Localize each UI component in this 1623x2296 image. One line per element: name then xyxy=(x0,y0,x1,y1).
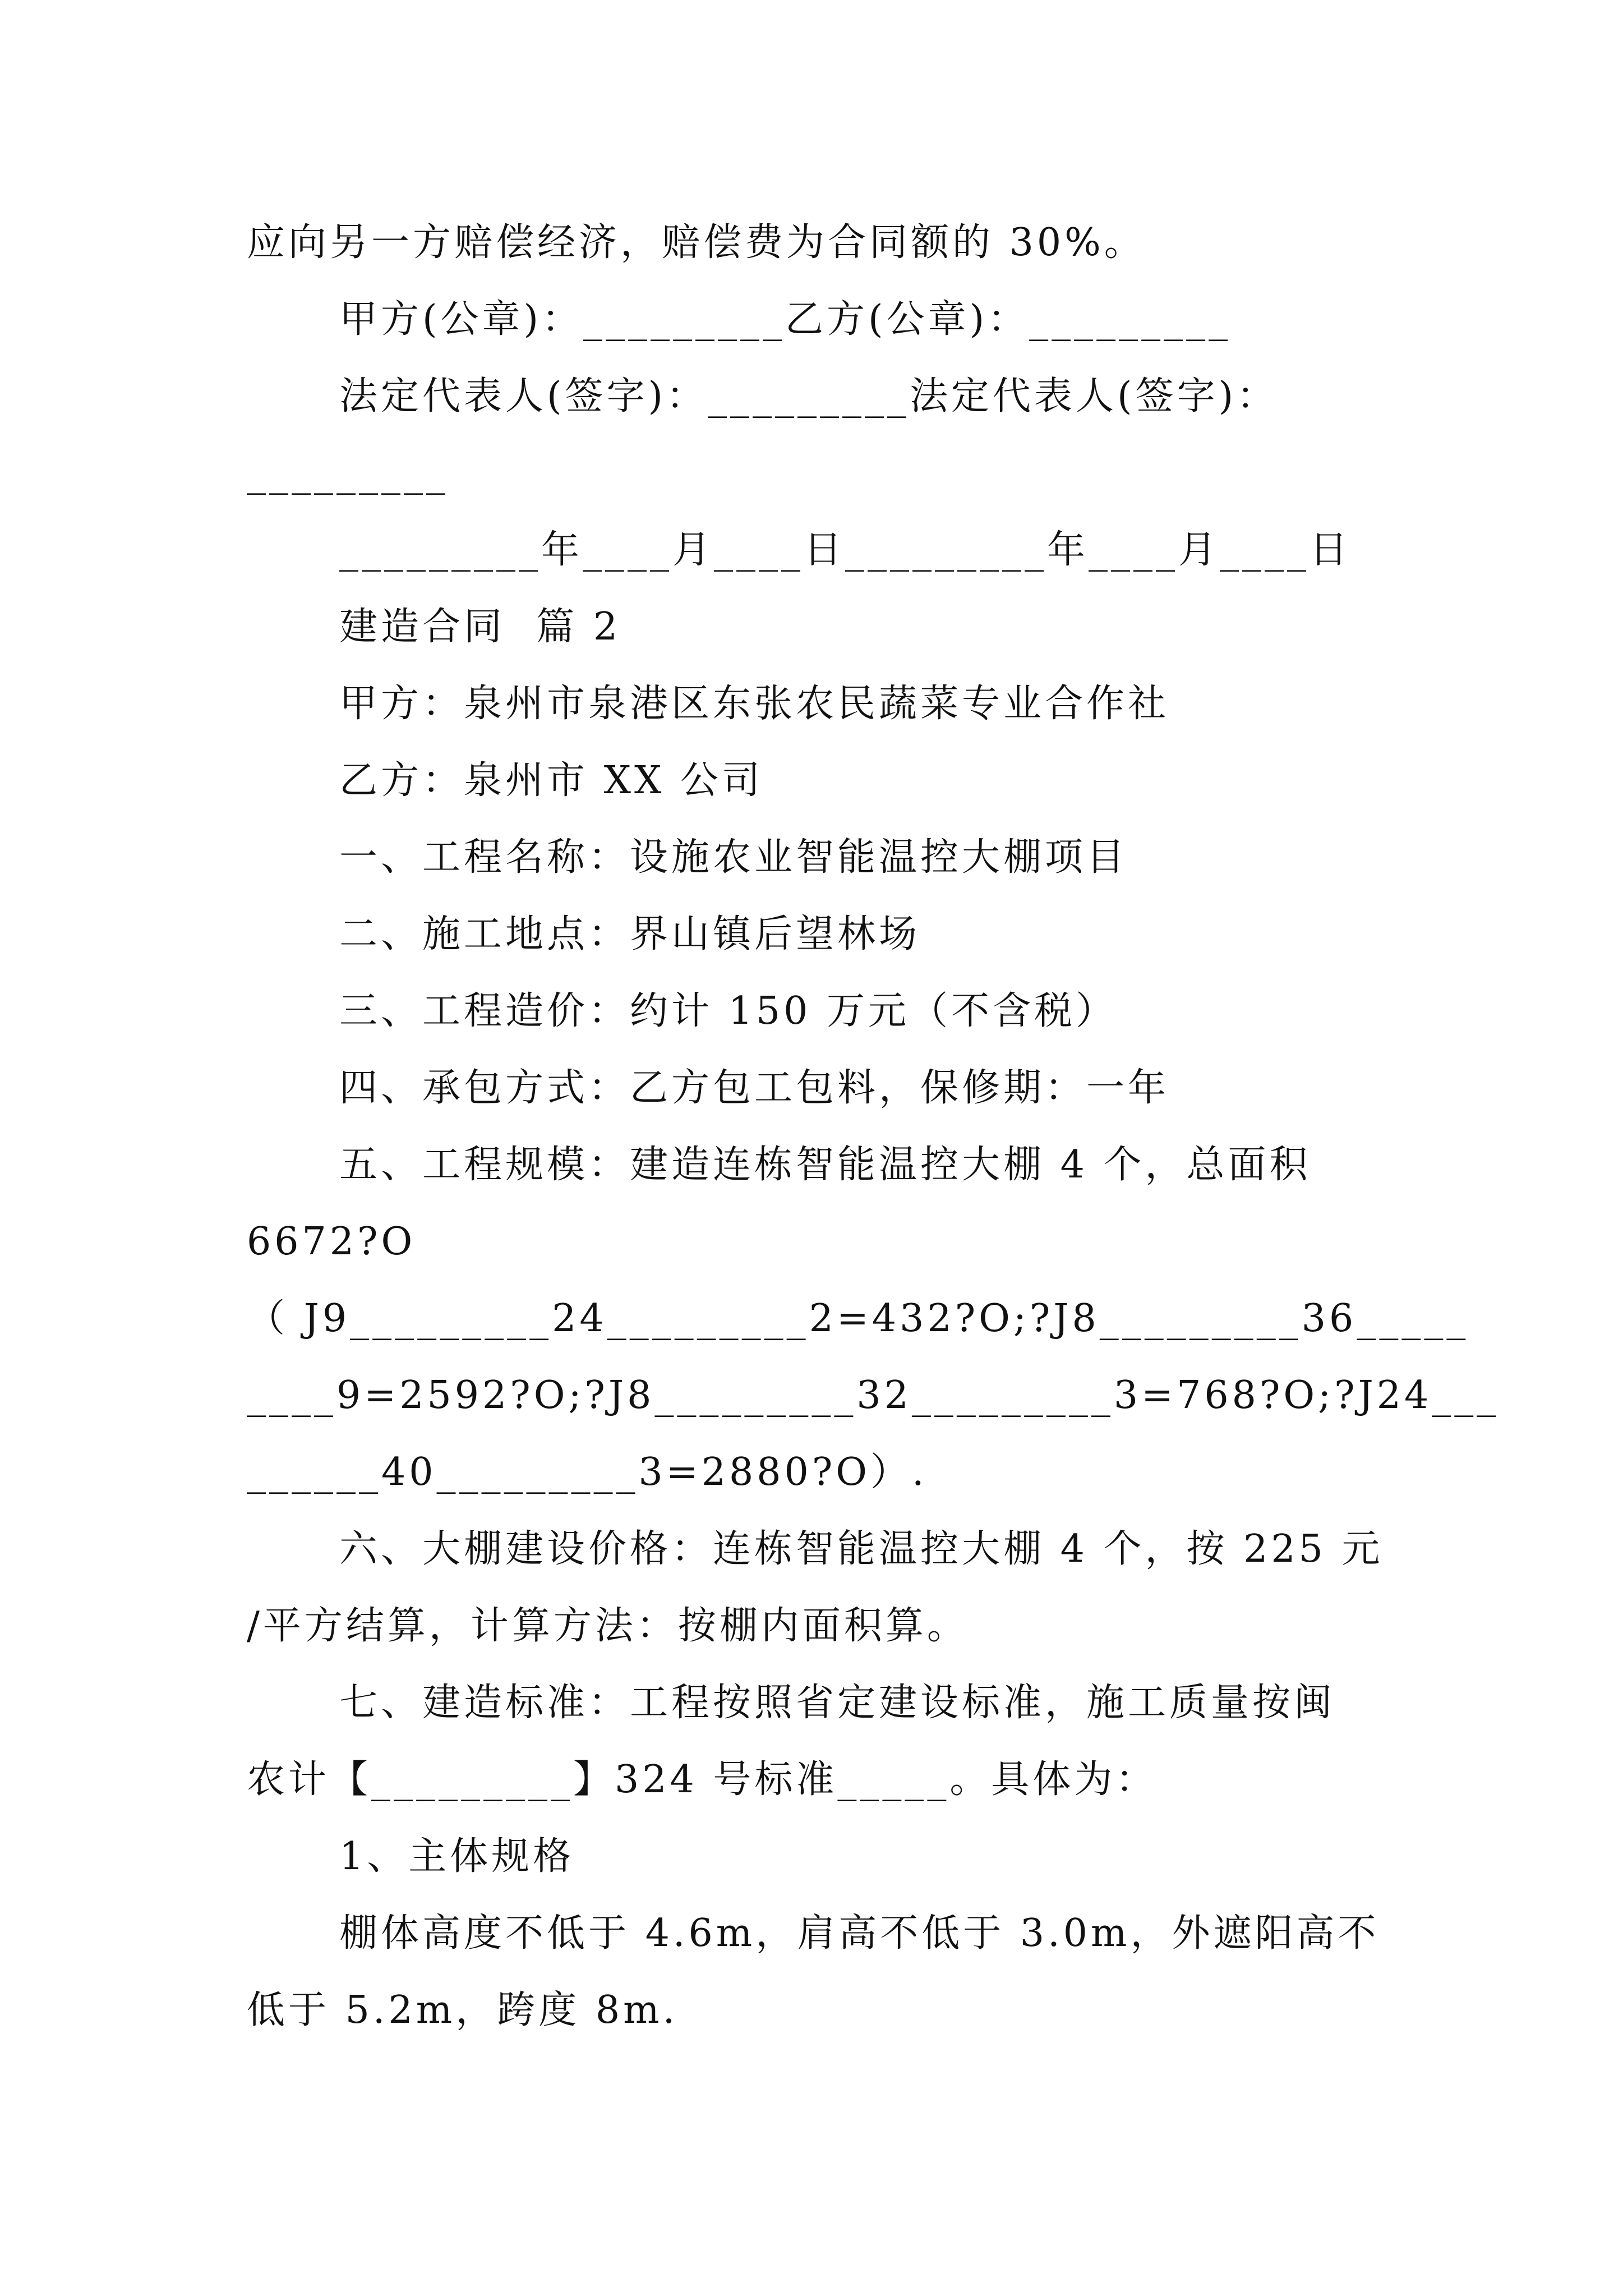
text-line-area-breakdown-1: （ J9_________24_________2=432?O;?J8_________36_____ xyxy=(247,1296,1469,1341)
text-line-party-b: 乙方：泉州市 XX 公司 xyxy=(339,758,764,803)
section-title: 建造合同 篇 2 xyxy=(339,605,621,649)
text-line-standard: 七、建造标准：工程按照省定建设标准，施工质量按闽 xyxy=(339,1681,1336,1725)
text-line-legal-representative: 法定代表人(签字)：_________法定代表人(签字)： xyxy=(339,374,1279,418)
text-line-seals: 甲方(公章)：_________乙方(公章)：_________ xyxy=(339,297,1232,342)
text-line-area-breakdown-3: ______40_________3=2880?O）. xyxy=(247,1450,928,1494)
text-line-price-method: /平方结算，计算方法：按棚内面积算。 xyxy=(247,1604,969,1648)
text-line-signature-blank: _________ xyxy=(247,451,449,495)
text-line-date: _________年____月____日_________年____月____日 xyxy=(339,528,1352,572)
text-line-area: 6672?O xyxy=(247,1220,416,1264)
text-line-contract-method: 四、承包方式：乙方包工包料，保修期：一年 xyxy=(339,1066,1170,1110)
text-line-main-spec: 1、主体规格 xyxy=(339,1834,575,1879)
text-line-compensation: 应向另一方赔偿经济，赔偿费为合同额的 30%。 xyxy=(247,220,1146,265)
text-line-height-spec: 棚体高度不低于 4.6m，肩高不低于 3.0m，外遮阳高不 xyxy=(339,1911,1380,1955)
text-line-price: 六、大棚建设价格：连栋智能温控大棚 4 个，按 225 元 xyxy=(339,1527,1384,1571)
text-line-scale: 五、工程规模：建造连栋智能温控大棚 4 个，总面积 xyxy=(339,1143,1311,1187)
text-line-project-name: 一、工程名称：设施农业智能温控大棚项目 xyxy=(339,835,1128,880)
text-line-area-breakdown-2: ____9=2592?O;?J8_________32_________3=768?O;?J24___ xyxy=(247,1373,1500,1418)
text-line-span-spec: 低于 5.2m，跨度 8m. xyxy=(247,1988,679,2032)
text-line-cost: 三、工程造价：约计 150 万元（不含税） xyxy=(339,989,1118,1033)
text-line-party-a: 甲方：泉州市泉港区东张农民蔬菜专业合作社 xyxy=(339,682,1170,726)
text-line-standard-detail: 农计【_________】324 号标准_____。具体为： xyxy=(247,1757,1158,1802)
text-line-site: 二、施工地点：界山镇后望林场 xyxy=(339,912,921,956)
